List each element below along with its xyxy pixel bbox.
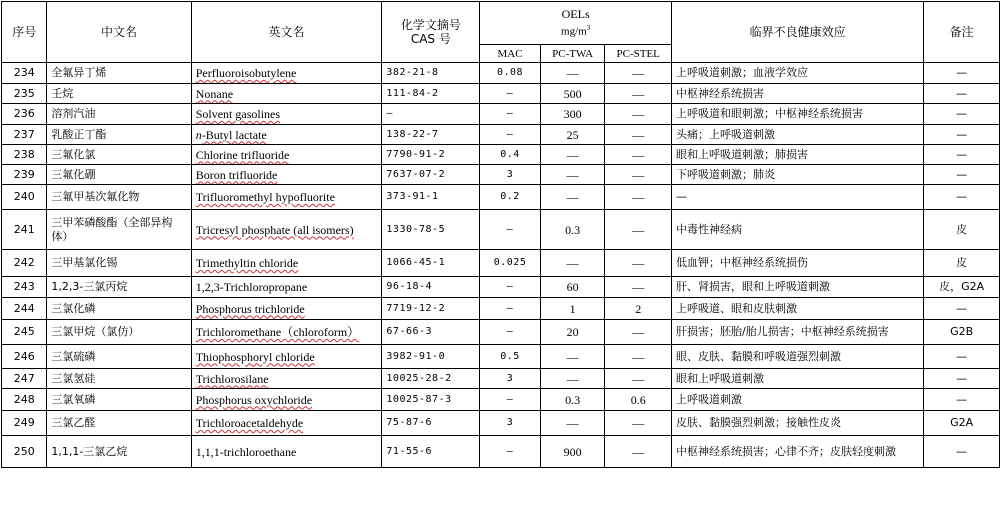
en-name: Boron trifluoride xyxy=(195,167,278,182)
cell-no: 238 xyxy=(2,145,47,165)
cell-no: 245 xyxy=(2,320,47,345)
en-prefix: n xyxy=(195,127,202,142)
cell-stel: — xyxy=(605,185,672,210)
header-pcstel: PC-STEL xyxy=(605,45,672,63)
cell-mac: — xyxy=(480,277,541,298)
cell-cn: 1,1,1-三氯乙烷 xyxy=(47,436,191,468)
table-row xyxy=(2,104,1000,125)
cell-cas: 1330-78-5 xyxy=(382,210,480,250)
cell-cas: 138-22-7 xyxy=(382,125,480,145)
cell-stel: — xyxy=(605,345,672,369)
header-en: 英文名 xyxy=(191,2,382,63)
cell-cn: 溶剂汽油 xyxy=(47,104,191,125)
cell-stel: — xyxy=(605,277,672,298)
header-oels-unit: $mg/m^3$ xyxy=(561,24,591,38)
cell-no: 235 xyxy=(2,84,47,104)
cell-effect: 上呼吸道刺激；血液学效应 xyxy=(672,63,924,84)
table-row xyxy=(2,369,1000,389)
cell-twa: — xyxy=(540,369,605,389)
table-row xyxy=(2,125,1000,145)
cell-mac: 0.025 xyxy=(480,250,541,277)
cell-effect: 眼、皮肤、黏膜和呼吸道强烈刺激 xyxy=(672,345,924,369)
cell-note: — xyxy=(924,104,1000,125)
en-name: Phosphorus oxychloride xyxy=(195,392,313,407)
cell-note: G2B xyxy=(924,320,1000,345)
cell-note: — xyxy=(924,185,1000,210)
cell-no: 248 xyxy=(2,389,47,411)
cell-en xyxy=(191,277,382,298)
table-row xyxy=(2,436,1000,468)
cell-twa: — xyxy=(540,250,605,277)
cell-cas: 3982-91-0 xyxy=(382,345,480,369)
cell-effect: 低血钾；中枢神经系统损伤 xyxy=(672,250,924,277)
cell-mac: — xyxy=(480,389,541,411)
cell-effect: 头痛；上呼吸道刺激 xyxy=(672,125,924,145)
cell-note: — xyxy=(924,125,1000,145)
cell-effect: — xyxy=(672,185,924,210)
oels-table xyxy=(1,1,1000,468)
cell-cas: — xyxy=(382,104,480,125)
cell-en xyxy=(191,125,382,145)
cell-twa: 0.3 xyxy=(540,389,605,411)
cell-effect: 中毒性神经病 xyxy=(672,210,924,250)
cell-effect: 中枢神经系统损害；心律不齐；皮肤轻度刺激 xyxy=(672,436,924,468)
cell-cas: 382-21-8 xyxy=(382,63,480,84)
cell-en xyxy=(191,250,382,277)
cell-no: 247 xyxy=(2,369,47,389)
cell-note: — xyxy=(924,84,1000,104)
cell-cas: 71-55-6 xyxy=(382,436,480,468)
en-name: Trichlorosilane xyxy=(195,371,269,386)
cell-stel: 2 xyxy=(605,298,672,320)
en-name: Chlorine trifluoride xyxy=(195,147,290,162)
cell-effect: 肝、肾损害，眼和上呼吸道刺激 xyxy=(672,277,924,298)
cell-cas: 7790-91-2 xyxy=(382,145,480,165)
cell-cn: 全氟异丁烯 xyxy=(47,63,191,84)
cell-twa: 0.3 xyxy=(540,210,605,250)
cell-mac: — xyxy=(480,125,541,145)
cell-note: 皮 xyxy=(924,210,1000,250)
table-row xyxy=(2,345,1000,369)
cell-cn: 三氯甲烷（氯仿） xyxy=(47,320,191,345)
cell-note: 皮 xyxy=(924,250,1000,277)
cell-cn: 三氟化硼 xyxy=(47,165,191,185)
cell-no: 234 xyxy=(2,63,47,84)
cell-cas: 7719-12-2 xyxy=(382,298,480,320)
cell-no: 244 xyxy=(2,298,47,320)
table-row xyxy=(2,185,1000,210)
cell-no: 242 xyxy=(2,250,47,277)
cell-mac: 3 xyxy=(480,369,541,389)
table-row xyxy=(2,277,1000,298)
cell-stel: 0.6 xyxy=(605,389,672,411)
cell-en xyxy=(191,63,382,84)
header-cas xyxy=(382,2,480,63)
cell-mac: — xyxy=(480,298,541,320)
cell-twa: 500 xyxy=(540,84,605,104)
cell-stel: — xyxy=(605,250,672,277)
cell-twa: — xyxy=(540,145,605,165)
table-row xyxy=(2,145,1000,165)
cell-note: — xyxy=(924,63,1000,84)
cell-cn: 三氯硫磷 xyxy=(47,345,191,369)
en-name: Phosphorus trichloride xyxy=(195,301,305,316)
cell-note: — xyxy=(924,145,1000,165)
cell-en xyxy=(191,145,382,165)
cell-cn: 三氯乙醛 xyxy=(47,411,191,436)
en-name: -Butyl lactate xyxy=(201,127,267,142)
header-oels xyxy=(480,2,672,45)
table-row xyxy=(2,298,1000,320)
cell-note: — xyxy=(924,165,1000,185)
header-pctwa: PC-TWA xyxy=(540,45,605,63)
cell-cn: 三氯氧磷 xyxy=(47,389,191,411)
cell-cn: 三氯化磷 xyxy=(47,298,191,320)
en-name: Trichloroacetaldehyde xyxy=(195,416,304,430)
cell-mac: 0.08 xyxy=(480,63,541,84)
cell-stel: — xyxy=(605,104,672,125)
en-name: 1,1,1-trichloroethane xyxy=(195,444,297,459)
table-row xyxy=(2,165,1000,185)
table-row xyxy=(2,389,1000,411)
cell-stel: — xyxy=(605,125,672,145)
header-cas-line2: CAS 号 xyxy=(410,32,451,46)
cell-cn: 三氟化氯 xyxy=(47,145,191,165)
cell-effect: 上呼吸道和眼刺激；中枢神经系统损害 xyxy=(672,104,924,125)
cell-no: 239 xyxy=(2,165,47,185)
cell-no: 240 xyxy=(2,185,47,210)
en-name: Trifluoromethyl hypofluorite xyxy=(195,190,335,204)
cell-cas: 1066-45-1 xyxy=(382,250,480,277)
table-body xyxy=(2,63,1000,468)
cell-stel: — xyxy=(605,436,672,468)
cell-note: — xyxy=(924,369,1000,389)
cell-mac: — xyxy=(480,84,541,104)
cell-cas: 96-18-4 xyxy=(382,277,480,298)
cell-stel: — xyxy=(605,210,672,250)
cell-en xyxy=(191,185,382,210)
cell-cas: 67-66-3 xyxy=(382,320,480,345)
header-note: 备注 xyxy=(924,2,1000,63)
cell-en xyxy=(191,436,382,468)
cell-cas: 7637-07-2 xyxy=(382,165,480,185)
cell-mac: 3 xyxy=(480,411,541,436)
cell-mac: — xyxy=(480,436,541,468)
en-name: Perfluoroisobutylene xyxy=(195,66,297,80)
cell-effect: 中枢神经系统损害 xyxy=(672,84,924,104)
cell-twa: — xyxy=(540,63,605,84)
cell-twa: — xyxy=(540,411,605,436)
cell-stel: — xyxy=(605,84,672,104)
cell-cas: 10025-87-3 xyxy=(382,389,480,411)
cell-stel: — xyxy=(605,320,672,345)
cell-twa: — xyxy=(540,345,605,369)
cell-note: G2A xyxy=(924,411,1000,436)
cell-twa: 20 xyxy=(540,320,605,345)
cell-cn: 壬烷 xyxy=(47,84,191,104)
header-cn: 中文名 xyxy=(47,2,191,63)
en-name: Tricresyl phosphate (all isomers) xyxy=(195,222,354,237)
cell-twa: — xyxy=(540,165,605,185)
table-row xyxy=(2,210,1000,250)
cell-effect: 肝损害；胚胎/胎儿损害；中枢神经系统损害 xyxy=(672,320,924,345)
cell-en xyxy=(191,389,382,411)
cell-cas: 111-84-2 xyxy=(382,84,480,104)
cell-effect: 皮肤、黏膜强烈刺激；接触性皮炎 xyxy=(672,411,924,436)
cell-stel: — xyxy=(605,63,672,84)
table-row xyxy=(2,411,1000,436)
cell-effect: 下呼吸道刺激；肺炎 xyxy=(672,165,924,185)
en-name: 1,2,3-Trichloropropane xyxy=(195,280,308,294)
cell-twa: 1 xyxy=(540,298,605,320)
cell-cn: 三甲基氯化锡 xyxy=(47,250,191,277)
cell-note: — xyxy=(924,389,1000,411)
en-name: Trimethyltin chloride xyxy=(195,256,299,270)
header-effect: 临界不良健康效应 xyxy=(672,2,924,63)
cell-effect: 眼和上呼吸道刺激；肺损害 xyxy=(672,145,924,165)
cell-mac: 0.5 xyxy=(480,345,541,369)
table-row xyxy=(2,320,1000,345)
header-mac: MAC xyxy=(480,45,541,63)
cell-twa: 900 xyxy=(540,436,605,468)
cell-en xyxy=(191,165,382,185)
cell-en xyxy=(191,369,382,389)
cell-en xyxy=(191,210,382,250)
cell-note: — xyxy=(924,436,1000,468)
cell-cas: 75-87-6 xyxy=(382,411,480,436)
cell-cn: 三氯氢硅 xyxy=(47,369,191,389)
cell-cn: 三氟甲基次氟化物 xyxy=(47,185,191,210)
cell-effect: 上呼吸道、眼和皮肤刺激 xyxy=(672,298,924,320)
cell-no: 241 xyxy=(2,210,47,250)
en-name: Trichloromethane（chloroform） xyxy=(195,325,360,339)
cell-twa: 25 xyxy=(540,125,605,145)
cell-stel: — xyxy=(605,145,672,165)
cell-no: 250 xyxy=(2,436,47,468)
cell-en xyxy=(191,84,382,104)
cell-en xyxy=(191,298,382,320)
cell-mac: — xyxy=(480,210,541,250)
cell-cn: 1,2,3-三氯丙烷 xyxy=(47,277,191,298)
cell-en xyxy=(191,320,382,345)
cell-no: 237 xyxy=(2,125,47,145)
cell-twa: 300 xyxy=(540,104,605,125)
header-cas-line1: 化学文摘号 xyxy=(400,18,461,32)
en-name: Nonane xyxy=(195,86,234,101)
cell-mac: 0.4 xyxy=(480,145,541,165)
cell-en xyxy=(191,411,382,436)
cell-no: 249 xyxy=(2,411,47,436)
en-name: Thiophosphoryl chloride xyxy=(195,349,315,364)
cell-mac: — xyxy=(480,104,541,125)
cell-note: 皮，G2A xyxy=(924,277,1000,298)
cell-twa: — xyxy=(540,185,605,210)
cell-en xyxy=(191,104,382,125)
cell-no: 246 xyxy=(2,345,47,369)
cell-note: — xyxy=(924,298,1000,320)
cell-twa: 60 xyxy=(540,277,605,298)
cell-effect: 上呼吸道刺激 xyxy=(672,389,924,411)
cell-cas: 10025-28-2 xyxy=(382,369,480,389)
header-seq: 序号 xyxy=(2,2,47,63)
cell-mac: 0.2 xyxy=(480,185,541,210)
cell-cn: 三甲苯磷酸酯（全部异构体） xyxy=(47,210,191,250)
table-row xyxy=(2,250,1000,277)
en-name: Solvent gasolines xyxy=(195,107,281,121)
cell-no: 243 xyxy=(2,277,47,298)
table-row xyxy=(2,63,1000,84)
cell-note: — xyxy=(924,345,1000,369)
cell-mac: 3 xyxy=(480,165,541,185)
cell-no: 236 xyxy=(2,104,47,125)
cell-cn: 乳酸正丁酯 xyxy=(47,125,191,145)
cell-en xyxy=(191,345,382,369)
cell-effect: 眼和上呼吸道刺激 xyxy=(672,369,924,389)
header-oels-title: OELs xyxy=(561,7,590,22)
cell-cas: 373-91-1 xyxy=(382,185,480,210)
cell-mac: — xyxy=(480,320,541,345)
cell-stel: — xyxy=(605,411,672,436)
cell-stel: — xyxy=(605,369,672,389)
table-row xyxy=(2,84,1000,104)
cell-stel: — xyxy=(605,165,672,185)
